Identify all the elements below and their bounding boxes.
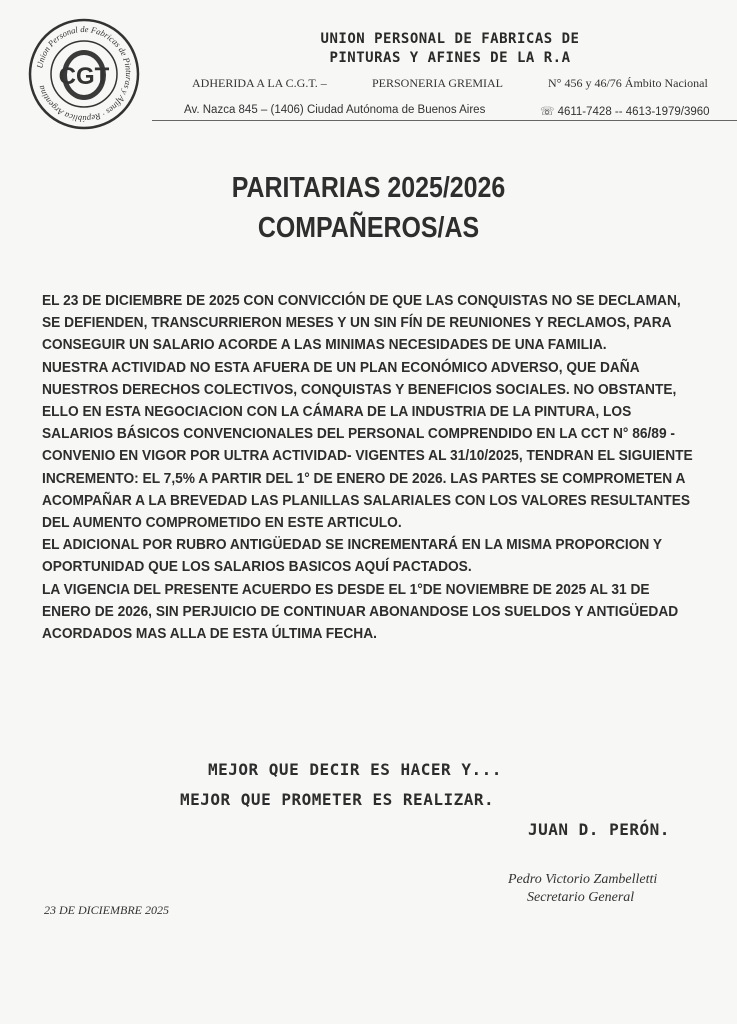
paragraph-3: EL ADICIONAL POR RUBRO ANTIGÜEDAD SE INCREMENTARÁ EN LA MISMA PROPORCION Y OPORTUNIDAD QUE LOS SALARIOS BASICOS AQUÍ PACTADOS. bbox=[42, 536, 662, 576]
registration-number: N° 456 y 46/76 Ámbito Nacional bbox=[548, 76, 708, 90]
announcement-body bbox=[42, 290, 694, 645]
paragraph-1: EL 23 DE DICIEMBRE DE 2025 CON CONVICCIÓN DE QUE LAS CONQUISTAS NO SE DECLAMAN, SE DEFIENDEN, TRANSCURRIERON MESES Y UN SIN FÍN DE REUNIONES Y RECLAMOS, PARA CONSEGUIR UN SALARIO ACORDE A LAS MINIMAS NECESIDADES DE UNA FAMILIA. bbox=[42, 292, 681, 354]
phone-numbers: ☏ 4611-7428 -- 4613-1979/3960 bbox=[540, 106, 710, 118]
personeria-text: PERSONERIA GREMIAL bbox=[372, 76, 504, 90]
organization-name bbox=[300, 30, 600, 68]
document-date: 23 DE DICIEMBRE 2025 bbox=[44, 903, 169, 917]
address-text: Av. Nazca 845 – (1406) Ciudad Autónoma de Buenos Aires bbox=[184, 104, 486, 116]
adherida-text: ADHERIDA A LA C.G.T. – bbox=[192, 76, 327, 90]
signatory-name: Pedro Victorio Zambelletti bbox=[508, 872, 658, 887]
svg-text:CGT: CGT bbox=[58, 63, 110, 90]
union-seal-logo bbox=[28, 18, 140, 130]
quote-line-2: MEJOR QUE PROMETER ES REALIZAR. bbox=[180, 790, 495, 809]
svg-text:Union Personal de Fabricas de: Union Personal de Fabricas de Pinturas y Afines · República Argentina bbox=[34, 23, 135, 125]
paragraph-4: LA VIGENCIA DEL PRESENTE ACUERDO ES DESDE EL 1°DE NOVIEMBRE DE 2025 AL 31 DE ENERO DE 2026, SIN PERJUICIO DE CONTINUAR ABONANDOSE LOS SUELDOS Y ANTIGÜEDAD ACORDADOS MAS ALLA DE ESTA ÚLTIMA FECHA. bbox=[42, 580, 679, 643]
quote-line-1: MEJOR QUE DECIR ES HACER Y... bbox=[208, 760, 502, 779]
paragraph-2: NUESTRA ACTIVIDAD NO ESTA AFUERA DE UN PLAN ECONÓMICO ADVERSO, QUE DAÑA NUESTROS DERECHOS COLECTIVOS, CONQUISTAS Y BENEFICIOS SOCIALES. NO OBSTANTE, ELLO EN ESTA NEGOCIACION CON LA CÁMARA DE LA INDUSTRIA DE LA PINTURA, LOS SALARIOS BÁSICOS CONVENCIONALES DEL PERSONAL COMPRENDIDO EN LA CCT N° 86/89 - CONVENIO EN VIGOR POR ULTRA ACTIVIDAD- VIGENTES AL 31/10/2025, TENDRAN EL SIGUIENTE INCREMENTO: EL 7,5% A PARTIR DEL 1° DE ENERO DE 2026. LAS PARTES SE COMPROMETEN A ACOMPAÑAR A LA BREVEDAD LAS PLANILLAS SALARIALES CON LOS VALORES RESULTANTES DEL AUMENTO COMPROMETIDO EN ESTE ARTICULO. bbox=[42, 358, 693, 532]
signatory-role: Secretario General bbox=[527, 890, 635, 905]
page-subtitle: COMPAÑEROS/AS bbox=[257, 212, 480, 244]
org-name-line-2: PINTURAS Y AFINES DE LA R.A bbox=[329, 50, 571, 66]
header-divider bbox=[152, 120, 737, 121]
org-name-line-1: UNION PERSONAL DE FABRICAS DE bbox=[320, 31, 580, 47]
page-title: PARITARIAS 2025/2026 bbox=[231, 172, 506, 204]
quote-author: JUAN D. PERÓN. bbox=[528, 820, 670, 839]
